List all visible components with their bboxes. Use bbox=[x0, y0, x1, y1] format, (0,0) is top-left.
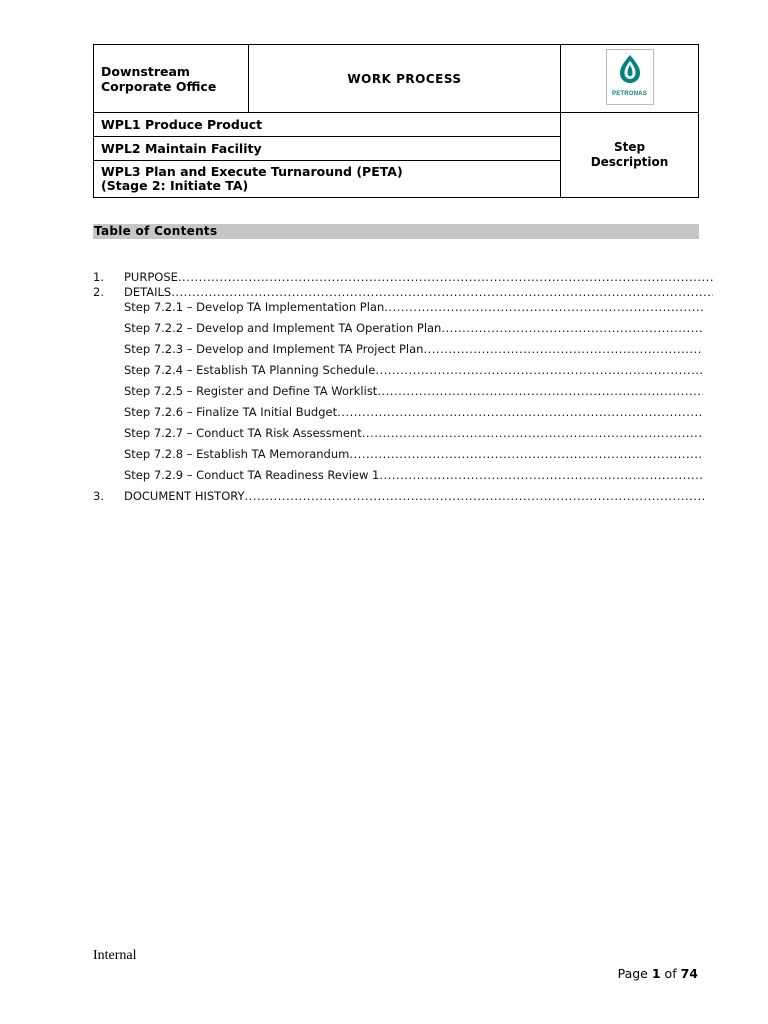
toc-entry-step-7-2-4[interactable] bbox=[93, 363, 703, 379]
work-process-title: WORK PROCESS bbox=[249, 45, 561, 113]
wpl3-row bbox=[94, 161, 561, 198]
toc-number: 3. bbox=[93, 489, 104, 503]
toc-entry-details[interactable] bbox=[93, 285, 713, 301]
petronas-emblem-icon bbox=[616, 54, 644, 84]
office-line-1: Downstream bbox=[101, 63, 190, 79]
wpl3-line-1: WPL3 Plan and Execute Turnaround (PETA) bbox=[101, 164, 403, 179]
page-total: 74 bbox=[680, 966, 698, 981]
toc-text: Step 7.2.6 – Finalize TA Initial Budget ..... bbox=[124, 405, 703, 419]
toc-entry-step-7-2-1[interactable] bbox=[93, 300, 703, 316]
toc-text: Step 7.2.1 – Develop TA Implementation Plan ..... bbox=[124, 300, 703, 314]
wpl1-row: WPL1 Produce Product bbox=[94, 113, 561, 137]
toc-text: DETAILS ..... bbox=[124, 285, 713, 299]
step-label: Step bbox=[613, 140, 646, 154]
petronas-logo bbox=[606, 49, 654, 105]
toc-heading: Table of Contents bbox=[93, 224, 699, 239]
toc-entry-step-7-2-3[interactable] bbox=[93, 342, 703, 358]
toc-text: Step 7.2.3 – Develop and Implement TA Project Plan ..... bbox=[124, 342, 703, 356]
toc-number: 2. bbox=[93, 285, 104, 299]
toc-entry-step-7-2-9[interactable] bbox=[93, 468, 703, 484]
toc-text: Step 7.2.9 – Conduct TA Readiness Review 1 ..... bbox=[124, 468, 703, 482]
toc-entry-step-7-2-7[interactable] bbox=[93, 426, 703, 442]
office-line-2: Corporate Office bbox=[101, 78, 217, 94]
toc-text: PURPOSE ..... bbox=[124, 270, 713, 284]
wpl3-line-2: (Stage 2: Initiate TA) bbox=[101, 178, 249, 193]
page-of: of bbox=[664, 966, 677, 981]
toc-entry-step-7-2-5[interactable] bbox=[93, 384, 703, 400]
toc-text: Step 7.2.5 – Register and Define TA Worklist ..... bbox=[124, 384, 703, 398]
toc-entry-step-7-2-2[interactable] bbox=[93, 321, 703, 337]
toc-number: 1. bbox=[93, 270, 104, 284]
toc-entry-step-7-2-6[interactable] bbox=[93, 405, 703, 421]
page-prefix: Page bbox=[617, 966, 648, 981]
toc-text: Step 7.2.8 – Establish TA Memorandum ..... bbox=[124, 447, 703, 461]
document-header-table bbox=[93, 44, 699, 198]
page-current: 1 bbox=[651, 966, 661, 981]
toc-entry-step-7-2-8[interactable] bbox=[93, 447, 703, 463]
toc-text: DOCUMENT HISTORY ..... bbox=[124, 489, 705, 503]
toc-text: Step 7.2.2 – Develop and Implement TA Operation Plan ..... bbox=[124, 321, 703, 335]
description-label: Description bbox=[590, 155, 669, 169]
office-cell bbox=[94, 45, 249, 113]
toc-text: Step 7.2.4 – Establish TA Planning Schedule ..... bbox=[124, 363, 703, 377]
classification-label: Internal bbox=[93, 948, 137, 963]
toc-entry-purpose[interactable] bbox=[93, 270, 713, 286]
toc-entry-document-history[interactable] bbox=[93, 489, 705, 505]
step-description-cell bbox=[561, 113, 699, 198]
page-number bbox=[612, 966, 698, 981]
toc-text: Step 7.2.7 – Conduct TA Risk Assessment ..... bbox=[124, 426, 703, 440]
wpl2-row: WPL2 Maintain Facility bbox=[94, 137, 561, 161]
logo-wordmark: PETRONAS bbox=[612, 91, 647, 97]
logo-cell bbox=[561, 45, 699, 113]
